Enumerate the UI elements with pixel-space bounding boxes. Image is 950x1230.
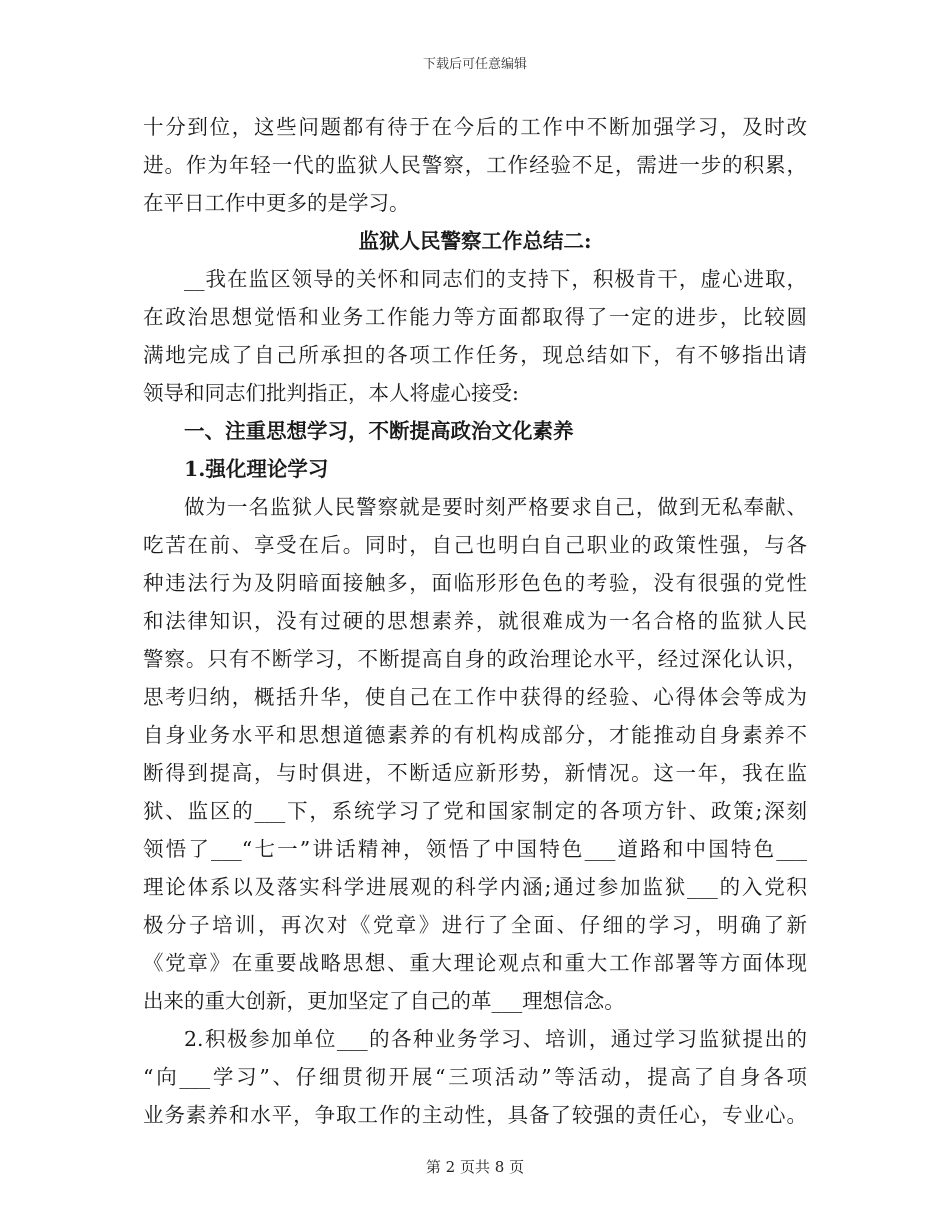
paragraph-line: 断得到提高，与时俱进，不断适应新形势，新情况。这一年，我在监 (143, 761, 807, 785)
paragraph-line: 极分子培训，再次对《党章》进行了全面、仔细的学习，明确了新 (143, 913, 807, 937)
paragraph-line: 狱、监区的___下，系统学习了党和国家制定的各项方针、政策;深刻 (143, 799, 807, 823)
section-title: 监狱人民警察工作总结二: (358, 229, 592, 253)
paragraph-line: 做为一名监狱人民警察就是要时刻严格要求自己，做到无私奉献、 (184, 495, 807, 519)
paragraph-line: 在平日工作中更多的是学习。 (143, 191, 410, 215)
paragraph-line: 《党章》在重要战略思想、重大理论观点和重大工作部署等方面体现 (143, 951, 807, 975)
paragraph-line: 思考归纳，概括升华，使自己在工作中获得的经验、心得体会等成为 (143, 685, 807, 709)
paragraph-line: 吃苦在前、享受在后。同时，自己也明白自己职业的政策性强，与各 (143, 533, 807, 557)
page-header: 下载后可任意编辑 (422, 57, 527, 72)
paragraph-line: 理论体系以及落实科学进展观的科学内涵;通过参加监狱___的入党积 (143, 875, 807, 899)
document-body (143, 108, 807, 1134)
paragraph-line: 进。作为年轻一代的监狱人民警察，工作经验不足，需进一步的积累， (143, 153, 807, 177)
paragraph-line: 出来的重大创新，更加坚定了自己的革___理想信念。 (143, 989, 625, 1013)
heading-2: 1.强化理论学习 (184, 457, 329, 481)
paragraph-line: 满地完成了自己所承担的各项工作任务，现总结如下，有不够指出请 (143, 343, 807, 367)
page-number: 第 2 页共 8 页 (425, 1158, 525, 1176)
paragraph-line: 2.积极参加单位___的各种业务学习、培训，通过学习监狱提出的 (184, 1027, 807, 1051)
paragraph-line: 领导和同志们批判指正，本人将虚心接受: (143, 381, 519, 405)
paragraph-line: 十分到位，这些问题都有待于在今后的工作中不断加强学习，及时改 (143, 115, 807, 139)
paragraph-line: “向___学习”、仔细贯彻开展“三项活动”等活动，提高了自身各项 (143, 1065, 807, 1089)
paragraph-line: 种违法行为及阴暗面接触多，面临形形色色的考验，没有很强的党性 (143, 571, 807, 595)
paragraph-line: __我在监区领导的关怀和同志们的支持下，积极肯干，虚心进取， (184, 267, 807, 291)
paragraph-line: 领悟了___“七一”讲话精神，领悟了中国特色___道路和中国特色___ (143, 837, 807, 861)
paragraph-line: 警察。只有不断学习，不断提高自身的政治理论水平，经过深化认识， (143, 647, 807, 671)
paragraph-line: 和法律知识，没有过硬的思想素养，就很难成为一名合格的监狱人民 (143, 609, 807, 633)
paragraph-line: 自身业务水平和思想道德素养的有机构成部分，才能推动自身素养不 (143, 723, 807, 747)
paragraph-line: 在政治思想觉悟和业务工作能力等方面都取得了一定的进步，比较圆 (143, 305, 807, 329)
heading-1: 一、注重思想学习，不断提高政治文化素养 (184, 419, 574, 443)
paragraph-line: 业务素养和水平，争取工作的主动性，具备了较强的责任心，专业心。 (143, 1103, 807, 1127)
